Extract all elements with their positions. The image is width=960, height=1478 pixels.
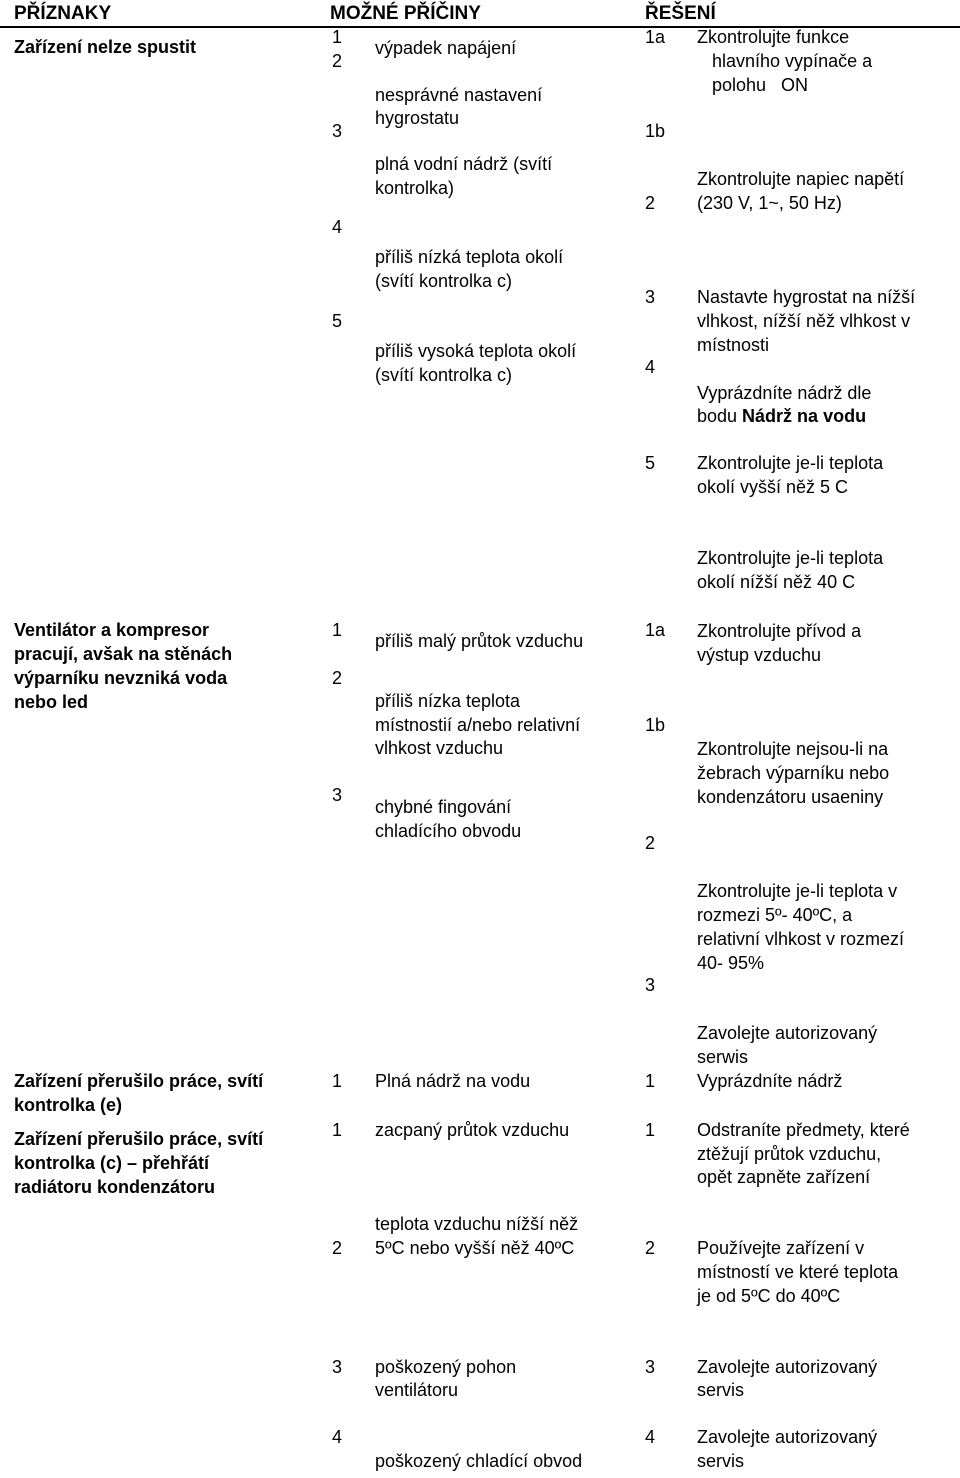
solution-num: 4 <box>645 357 656 377</box>
solution-num: 1a <box>645 27 666 47</box>
solution-text: Zkontrolujte je-li teplota <box>697 548 884 568</box>
solution-text: Zavolejte autorizovaný <box>697 1023 878 1043</box>
symptom-stopped-c: kontrolka (c) – přehřátí <box>14 1153 210 1173</box>
symptom-stopped-c: Zařízení přerušilo práce, svítí <box>14 1129 264 1149</box>
solution-text: servis <box>697 1380 745 1400</box>
solution-text: Zkontrolujte přívod a <box>697 621 862 641</box>
cause-text: místnostií a/nebo relativní <box>375 715 581 735</box>
cause-num: 5 <box>332 311 343 331</box>
cause-text: teplota vzduchu nížší něž <box>375 1214 579 1234</box>
solution-text: servis <box>697 1451 745 1471</box>
solution-text: žebrach výparníku nebo <box>697 763 890 783</box>
solution-text: hlavního vypínače a <box>712 51 873 71</box>
solution-text: rozmezi 5º- 40ºC, a <box>697 905 853 925</box>
solution-text: Zavolejte autorizovaný <box>697 1357 878 1377</box>
solution-text-prefix: bodu <box>697 406 743 426</box>
solution-num: 3 <box>645 975 656 995</box>
solution-num: 2 <box>645 1238 656 1258</box>
cause-text: chybné fingování <box>375 797 512 817</box>
cause-text: nesprávné nastavení <box>375 85 543 105</box>
solution-text: místnosti <box>697 335 770 355</box>
cause-num: 4 <box>332 217 343 237</box>
solution-num: 1a <box>645 620 666 640</box>
symptom-stopped-e: kontrolka (e) <box>14 1095 123 1115</box>
cause-num: 1 <box>332 1071 343 1091</box>
symptom-no-ice: nebo led <box>14 692 89 712</box>
cause-num: 1 <box>332 620 343 640</box>
solution-num: 1 <box>645 1120 656 1140</box>
solution-text: (230 V, 1~, 50 Hz) <box>697 193 842 213</box>
solution-num: 1b <box>645 715 666 735</box>
cause-text: plná vodní nádrž (svítí <box>375 154 553 174</box>
solution-text: místností ve které teplota <box>697 1262 899 1282</box>
cause-text: poškozený chladící obvod <box>375 1451 583 1471</box>
cause-text: poškozený pohon <box>375 1357 517 1377</box>
cause-num: 1 <box>332 27 343 47</box>
symptom-no-ice: pracují, avšak na stěnách <box>14 644 233 664</box>
cause-num: 1 <box>332 1120 343 1140</box>
cause-num: 2 <box>332 51 343 71</box>
cause-text: hygrostatu <box>375 108 460 128</box>
header-solutions: ŘEŠENÍ <box>645 3 716 24</box>
solution-text: polohu ON <box>712 75 809 95</box>
solution-text: relativní vlhkost v rozmezí <box>697 929 905 949</box>
cause-text: příliš nízká teplota okolí <box>375 247 564 267</box>
solution-num: 2 <box>645 833 656 853</box>
water-tank-reference: Nádrž na vodu <box>742 406 867 426</box>
header-symptoms: PŘÍZNAKY <box>14 3 112 24</box>
solution-num: 1b <box>645 121 666 141</box>
solution-text: opět zapněte zařízení <box>697 1167 871 1187</box>
cause-text: Plná nádrž na vodu <box>375 1071 531 1091</box>
cause-num: 3 <box>332 785 343 805</box>
symptom-no-ice: Ventilátor a kompresor <box>14 620 210 640</box>
cause-text: (svítí kontrolka c) <box>375 365 513 385</box>
cause-text: chladícího obvodu <box>375 821 522 841</box>
solution-text: Nastavte hygrostat na nížší <box>697 287 916 307</box>
cause-num: 2 <box>332 668 343 688</box>
cause-text: vlhkost vzduchu <box>375 738 504 758</box>
solution-text: Zavolejte autorizovaný <box>697 1427 878 1447</box>
cause-text: příliš malý průtok vzduchu <box>375 631 584 651</box>
symptom-stopped-e: Zařízení přerušilo práce, svítí <box>14 1071 264 1091</box>
symptom-cannot-start: Zařízení nelze spustit <box>14 37 197 57</box>
solution-num: 2 <box>645 193 656 213</box>
solution-text: Zkontrolujte funkce <box>697 27 850 47</box>
cause-num: 2 <box>332 1238 343 1258</box>
solution-text: je od 5ºC do 40ºC <box>697 1286 841 1306</box>
solution-num: 1 <box>645 1071 656 1091</box>
solution-text: Zkontrolujte je-li teplota v <box>697 881 898 901</box>
cause-text: 5ºC nebo vyšší něž 40ºC <box>375 1238 575 1258</box>
solution-text: Používejte zařízení v <box>697 1238 865 1258</box>
solution-text: okolí nížší něž 40 C <box>697 572 856 592</box>
solution-text: Zkontrolujte napiec napětí <box>697 169 905 189</box>
solution-text: kondenzátoru usaeniny <box>697 787 884 807</box>
solution-text: Zkontrolujte je-li teplota <box>697 453 884 473</box>
solution-text: výstup vzduchu <box>697 645 822 665</box>
cause-num: 3 <box>332 121 343 141</box>
cause-text: příliš vysoká teplota okolí <box>375 341 577 361</box>
symptom-no-ice: výparníku nevzniká voda <box>14 668 228 688</box>
solution-text: Odstraníte předmety, které <box>697 1120 910 1140</box>
cause-text: příliš nízka teplota <box>375 691 521 711</box>
solution-text: Vyprázdníte nádrž <box>697 1071 843 1091</box>
solution-text: okolí vyšší něž 5 C <box>697 477 849 497</box>
header-causes: MOŽNÉ PŘÍČINY <box>330 3 481 24</box>
solution-text: 40- 95% <box>697 953 765 973</box>
solution-num: 3 <box>645 1357 656 1377</box>
solution-text: ztěžují průtok vzduchu, <box>697 1144 882 1164</box>
solution-num: 3 <box>645 287 656 307</box>
cause-text: (svítí kontrolka c) <box>375 271 513 291</box>
solution-text: vlhkost, nížší něž vlhkost v <box>697 311 911 331</box>
cause-num: 3 <box>332 1357 343 1377</box>
solution-num: 5 <box>645 453 656 473</box>
cause-text: kontrolka) <box>375 178 455 198</box>
solution-text: Zkontrolujte nejsou-li na <box>697 739 889 759</box>
cause-text: ventilátoru <box>375 1380 459 1400</box>
solution-text: serwis <box>697 1047 749 1067</box>
cause-text: výpadek napájení <box>375 38 517 58</box>
solution-text <box>697 405 866 429</box>
symptom-stopped-c: radiátoru kondenzátoru <box>14 1177 216 1197</box>
cause-text: zacpaný průtok vzduchu <box>375 1120 570 1140</box>
solution-num: 4 <box>645 1427 656 1447</box>
cause-num: 4 <box>332 1427 343 1447</box>
solution-text: Vyprázdníte nádrž dle <box>697 383 872 403</box>
